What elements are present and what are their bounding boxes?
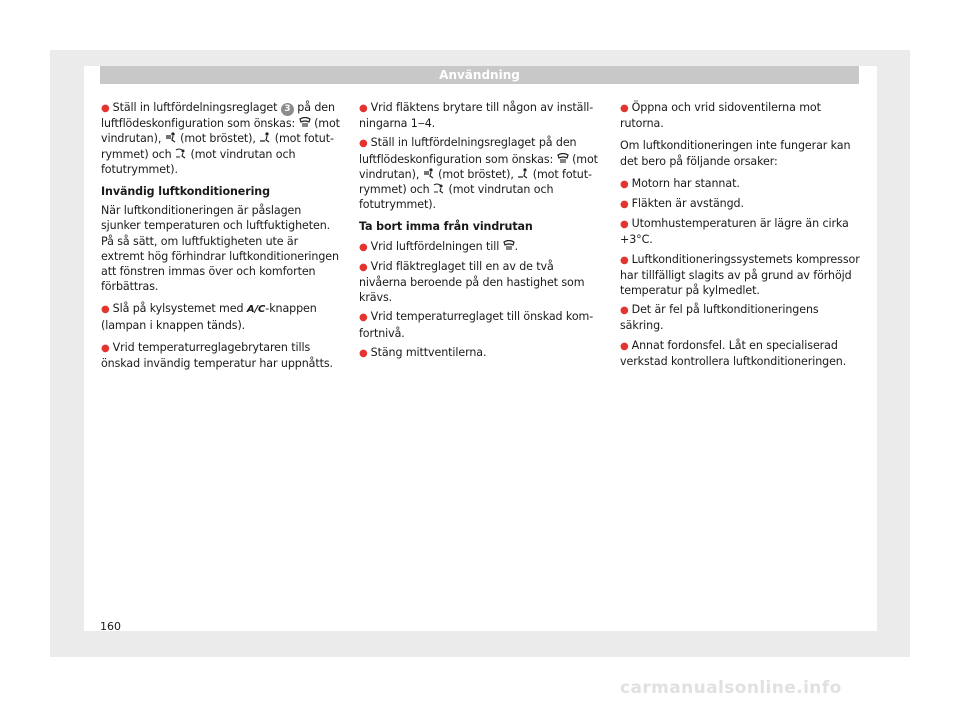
paragraph-air-distribution-2: ● Ställ in luftfördelningsreglaget på den luftflödeskonfiguration som önskas: (mot vindrutan), (mot bröstet), (mot fotutrymmet) och (mot vindrutan och fotutrymmet). — [359, 136, 598, 212]
windscreen-vent-icon — [503, 240, 515, 251]
paragraph-ac-button: ● Slå på kylsystemet med A/C-knappen (lampan i knappen tänds). — [101, 302, 317, 332]
footwell-vent-icon — [259, 132, 271, 143]
list-item: ● Motorn har stannat. — [620, 176, 740, 190]
bullet-icon: ● — [359, 312, 368, 324]
bullet-icon: ● — [620, 199, 629, 211]
bullet-icon: ● — [359, 241, 368, 253]
windscreen-footwell-vent-icon — [433, 183, 445, 194]
bullet-icon: ● — [359, 138, 368, 150]
bullet-icon: ● — [101, 304, 110, 316]
list-item: ● Det är fel på luftkonditioneringens säkring. — [620, 303, 819, 333]
chest-vent-icon — [165, 132, 177, 143]
watermark: carmanualsonline.info — [620, 678, 842, 698]
page-number: 160 — [100, 620, 121, 633]
paragraph-temperature: ● Vrid temperaturreglagebrytaren tills önskad invändig temperatur har uppnåtts. — [101, 340, 333, 371]
ac-button-icon: A/C — [246, 304, 266, 316]
column-3 — [620, 100, 862, 373]
bullet-icon: ● — [620, 178, 629, 190]
paragraph-defrost-distribution: ● Vrid luftfördelningen till . — [359, 239, 519, 253]
bullet-icon: ● — [359, 103, 368, 114]
paragraph-fan-switch: ● Vrid fläktens brytare till någon av inställningarna 1‒4. — [359, 101, 594, 131]
paragraph-causes-intro: Om luftkonditioneringen inte fungerar kan det bero på följande orsaker: — [620, 139, 851, 168]
bullet-icon: ● — [101, 103, 110, 114]
paragraph-side-vents: ● Öppna och vrid sidoventilerna mot rutorna. — [620, 101, 821, 131]
list-item: ● Annat fordonsfel. Låt en specialiserad verkstad kontrollera luftkonditioneringen. — [620, 338, 847, 368]
heading-defrost: Ta bort imma från vindrutan — [359, 220, 533, 234]
list-item: ● Utomhustemperaturen är lägre än cirka +3°C. — [620, 217, 849, 247]
list-item: ● Luftkonditioneringssystemets kompressor har tillfälligt slagits av på grund av förhöjd temperatur på kylmedlet. — [620, 252, 860, 298]
bullet-icon: ● — [359, 347, 368, 359]
bullet-icon: ● — [620, 254, 629, 266]
paragraph-air-distribution: ● Ställ in luftfördelningsreglaget 3 på den luftflödeskonfiguration som önskas: (mot vindrutan), (mot bröstet), (mot fotutrymmet) och (mot vindrutan och fotutrymmet). — [101, 101, 340, 176]
paragraph-fan-level: ● Vrid fläktreglaget till en av de två nivåerna beroende på den hastighet som krävs. — [359, 259, 585, 305]
bullet-icon: ● — [359, 261, 368, 273]
paragraph-ac-description: När luftkonditioneringen är påslagen sjunker temperaturen och luftfuktigheten. På så sätt, om luftfuktigheten ute är extremt hög förhindrar luftkonditioneringen att fönstren immas över och komforten förbättras. — [101, 204, 339, 294]
list-item: ● Fläkten är avstängd. — [620, 197, 744, 211]
bullet-icon: ● — [620, 219, 629, 231]
paragraph-close-vents: ● Stäng mittventilerna. — [359, 345, 487, 359]
bullet-icon: ● — [620, 340, 629, 352]
heading-interior-ac: Invändig luftkonditionering — [101, 185, 270, 199]
windscreen-vent-icon — [557, 153, 569, 164]
column-1 — [101, 100, 343, 378]
bullet-icon: ● — [620, 305, 629, 317]
column-2 — [359, 100, 601, 368]
windscreen-vent-icon — [299, 117, 311, 128]
section-header: Användning — [100, 66, 859, 84]
callout-number-badge: 3 — [281, 103, 294, 116]
footwell-vent-icon — [517, 168, 529, 179]
windscreen-footwell-vent-icon — [175, 148, 187, 159]
paragraph-comfort-level: ● Vrid temperaturreglaget till önskad komfortnivå. — [359, 310, 594, 340]
chest-vent-icon — [423, 168, 435, 179]
bullet-icon: ● — [620, 103, 629, 114]
bullet-icon: ● — [101, 342, 110, 354]
